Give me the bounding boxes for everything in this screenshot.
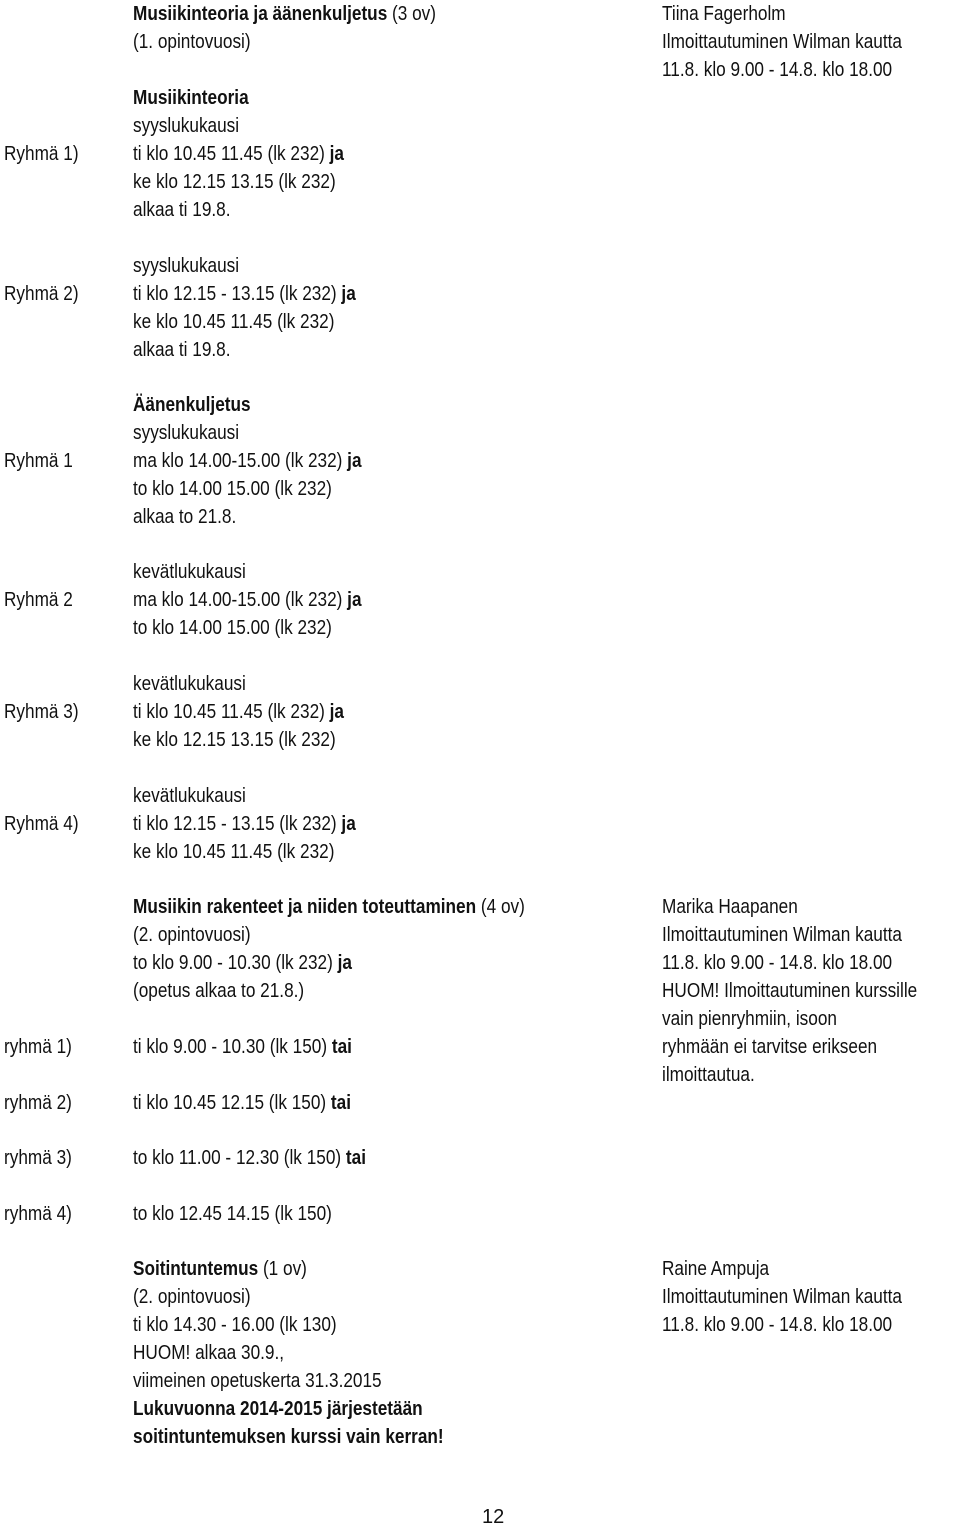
schedule-line: ti klo 12.15 - 13.15 (lk 232) ja [133, 813, 356, 835]
term: kevätlukukausi [133, 785, 246, 807]
group-label: ryhmä 2) [4, 1092, 72, 1114]
study-year: (2. opintovuosi) [133, 924, 251, 946]
schedule-line: ti klo 9.00 - 10.30 (lk 150) tai [133, 1036, 352, 1058]
start-date: HUOM! alkaa 30.9., [133, 1342, 285, 1364]
group-label: Ryhmä 3) [4, 701, 79, 723]
note-line: vain pienryhmiin, isoon [662, 1008, 837, 1030]
schedule-line: ti klo 10.45 12.15 (lk 150) tai [133, 1092, 352, 1114]
course-title-music-structures: Musiikin rakenteet ja niiden toteuttaminen (4 ov) [133, 896, 525, 918]
schedule-line: ke klo 12.15 13.15 (lk 232) [133, 729, 336, 751]
group-label: Ryhmä 2 [4, 589, 73, 611]
notice-line: soitintuntemuksen kurssi vain kerran! [133, 1426, 444, 1448]
term: kevätlukukausi [133, 673, 246, 695]
schedule-line: to klo 11.00 - 12.30 (lk 150) tai [133, 1147, 366, 1169]
study-year: (2. opintovuosi) [133, 1286, 251, 1308]
subheading-music-theory: Musiikinteoria [133, 87, 249, 109]
note-line: HUOM! Ilmoittautuminen kurssille [662, 980, 918, 1002]
teacher-name: Marika Haapanen [662, 896, 798, 918]
subheading-voice-leading: Äänenkuljetus [133, 394, 251, 416]
group-label: Ryhmä 1 [4, 450, 73, 472]
registration-info: Ilmoittautuminen Wilman kautta [662, 1286, 902, 1308]
teacher-name: Tiina Fagerholm [662, 3, 786, 25]
start-date: (opetus alkaa to 21.8.) [133, 980, 305, 1002]
schedule-line: to klo 12.45 14.15 (lk 150) [133, 1203, 332, 1225]
registration-time: 11.8. klo 9.00 - 14.8. klo 18.00 [662, 59, 893, 81]
notice-line: Lukuvuonna 2014-2015 järjestetään [133, 1398, 423, 1420]
course-title-instruments: Soitintuntemus (1 ov) [133, 1258, 307, 1280]
registration-info: Ilmoittautuminen Wilman kautta [662, 31, 902, 53]
group-label: ryhmä 4) [4, 1203, 72, 1225]
lecture-time: to klo 9.00 - 10.30 (lk 232) ja [133, 952, 352, 974]
group-label: Ryhmä 4) [4, 813, 79, 835]
start-date: alkaa ti 19.8. [133, 199, 231, 221]
schedule-line: ti klo 10.45 11.45 (lk 232) ja [133, 701, 345, 723]
group-label: Ryhmä 2) [4, 283, 79, 305]
study-year: (1. opintovuosi) [133, 31, 251, 53]
teacher-name: Raine Ampuja [662, 1258, 770, 1280]
term: kevätlukukausi [133, 561, 246, 583]
start-date: alkaa to 21.8. [133, 506, 237, 528]
schedule-line: ti klo 10.45 11.45 (lk 232) ja [133, 143, 345, 165]
registration-info: Ilmoittautuminen Wilman kautta [662, 924, 902, 946]
schedule-line: ke klo 10.45 11.45 (lk 232) [133, 311, 335, 333]
schedule-line: to klo 14.00 15.00 (lk 232) [133, 617, 332, 639]
course-title-music-theory: Musiikinteoria ja äänenkuljetus (3 ov) [133, 3, 437, 25]
lecture-time: ti klo 14.30 - 16.00 (lk 130) [133, 1314, 337, 1336]
page-number: 12 [482, 1506, 505, 1528]
schedule-line: ma klo 14.00-15.00 (lk 232) ja [133, 589, 362, 611]
schedule-line: ke klo 10.45 11.45 (lk 232) [133, 841, 335, 863]
schedule-line: to klo 14.00 15.00 (lk 232) [133, 478, 332, 500]
note-line: ryhmään ei tarvitse erikseen [662, 1036, 878, 1058]
start-date: alkaa ti 19.8. [133, 339, 231, 361]
term: syyslukukausi [133, 422, 240, 444]
registration-time: 11.8. klo 9.00 - 14.8. klo 18.00 [662, 1314, 893, 1336]
term: syyslukukausi [133, 115, 240, 137]
note-line: ilmoittautua. [662, 1064, 755, 1086]
schedule-line: ti klo 12.15 - 13.15 (lk 232) ja [133, 283, 356, 305]
group-label: Ryhmä 1) [4, 143, 79, 165]
term: syyslukukausi [133, 255, 240, 277]
schedule-line: ma klo 14.00-15.00 (lk 232) ja [133, 450, 362, 472]
last-lesson: viimeinen opetuskerta 31.3.2015 [133, 1370, 382, 1392]
group-label: ryhmä 3) [4, 1147, 72, 1169]
registration-time: 11.8. klo 9.00 - 14.8. klo 18.00 [662, 952, 893, 974]
group-label: ryhmä 1) [4, 1036, 72, 1058]
schedule-line: ke klo 12.15 13.15 (lk 232) [133, 171, 336, 193]
